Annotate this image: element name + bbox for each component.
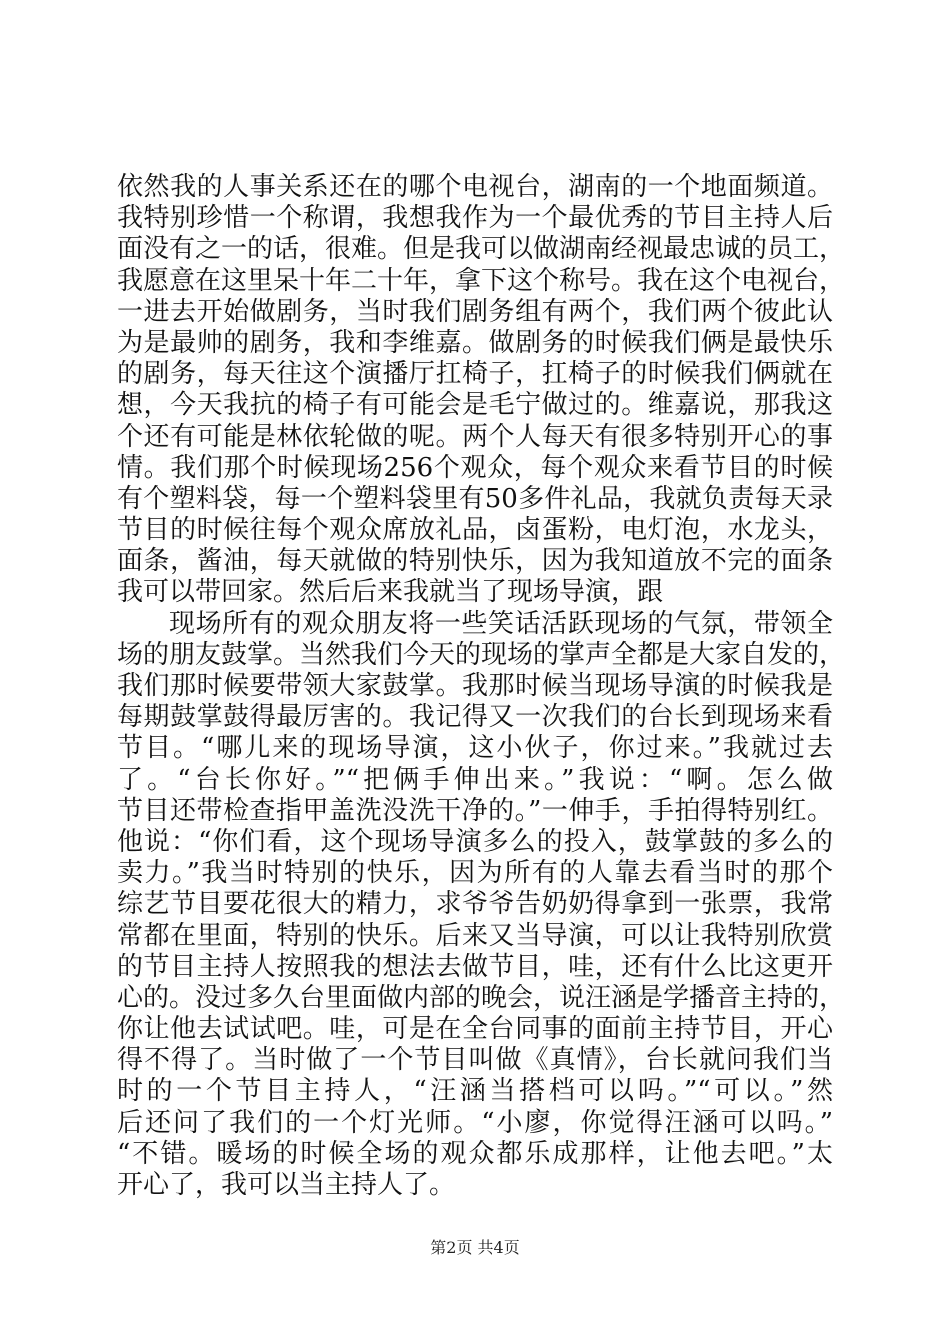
- text-line: 节目的时候往每个观众席放礼品，卤蛋粉，电灯泡，水龙头，: [117, 515, 833, 546]
- text-line: 面没有之一的话，很难。但是我可以做湖南经视最忠诚的员工，: [117, 234, 846, 265]
- text-line: 的节目主持人按照我的想法去做节目，哇，还有什么比这更开: [117, 951, 833, 982]
- text-line: 卖力。”我当时特别的快乐，因为所有的人靠去看当时的那个: [117, 858, 833, 889]
- text-line: “不错。暖场的时候全场的观众都乐成那样，让他去吧。”太: [117, 1138, 833, 1169]
- text-line: 现场所有的观众朋友将一些笑话活跃现场的气氛，带领全: [169, 608, 833, 639]
- text-line: 为是最帅的剧务，我和李维嘉。做剧务的时候我们俩是最快乐: [117, 327, 833, 358]
- body-text: [117, 172, 846, 1201]
- text-line: 了。“台长你好。”“把俩手伸出来。”我说：“啊。怎么做: [117, 764, 833, 795]
- text-line: 你让他去试试吧。哇，可是在全台同事的面前主持节目，开心: [117, 1014, 833, 1045]
- text-line: 每期鼓掌鼓得最厉害的。我记得又一次我们的台长到现场来看: [117, 702, 833, 733]
- text-line: 个还有可能是林依轮做的呢。两个人每天有很多特别开心的事: [117, 421, 833, 452]
- text-line: 开心了，我可以当主持人了。: [117, 1170, 456, 1200]
- text-line: 节目还带检查指甲盖洗没洗干净的。”一伸手，手拍得特别红。: [117, 795, 833, 826]
- page-footer: 第2页 共4页: [430, 1238, 520, 1257]
- text-line: 我可以带回家。然后后来我就当了现场导演，跟: [117, 577, 664, 608]
- text-line: 面条，酱油，每天就做的特别快乐，因为我知道放不完的面条: [117, 546, 833, 577]
- text-line: 时的一个节目主持人，“汪涵当搭档可以吗。”“可以。”然: [117, 1076, 833, 1107]
- text-line: 想，今天我抗的椅子有可能会是毛宁做过的。维嘉说，那我这: [117, 390, 833, 421]
- text-line: 我愿意在这里呆十年二十年，拿下这个称号。我在这个电视台，: [117, 265, 846, 296]
- text-line: 常都在里面，特别的快乐。后来又当导演，可以让我特别欣赏: [117, 920, 833, 951]
- text-line: 节目。“哪儿来的现场导演，这小伙子，你过来。”我就过去: [117, 733, 833, 764]
- text-line: 的剧务，每天往这个演播厅扛椅子，扛椅子的时候我们俩就在: [117, 359, 833, 390]
- text-line: 我特别珍惜一个称谓，我想我作为一个最优秀的节目主持人后: [117, 203, 833, 234]
- text-line: 心的。没过多久台里面做内部的晚会，说汪涵是学播音主持的，: [117, 982, 846, 1013]
- text-line: 我们那时候要带领大家鼓掌。我那时候当现场导演的时候我是: [117, 671, 833, 701]
- text-line: 依然我的人事关系还在的哪个电视台，湖南的一个地面频道。: [117, 172, 833, 202]
- text-line: 情。我们那个时候现场256个观众，每个观众来看节目的时候: [117, 452, 833, 483]
- text-line: 得不得了。当时做了一个节目叫做《真情》，台长就问我们当: [117, 1045, 833, 1076]
- text-line: 综艺节目要花很大的精力，求爷爷告奶奶得拿到一张票，我常: [117, 889, 833, 920]
- text-line: 场的朋友鼓掌。当然我们今天的现场的掌声全都是大家自发的，: [117, 639, 846, 670]
- text-line: 有个塑料袋，每一个塑料袋里有50多件礼品，我就负责每天录: [117, 483, 833, 514]
- paragraph-1: [117, 172, 846, 609]
- text-line: 他说：“你们看，这个现场导演多么的投入，鼓掌鼓的多么的: [117, 826, 833, 857]
- text-line: 一进去开始做剧务，当时我们剧务组有两个，我们两个彼此认: [117, 296, 833, 327]
- paragraph-2: [117, 608, 846, 1202]
- text-line: 后还问了我们的一个灯光师。“小廖，你觉得汪涵可以吗。”: [117, 1107, 833, 1138]
